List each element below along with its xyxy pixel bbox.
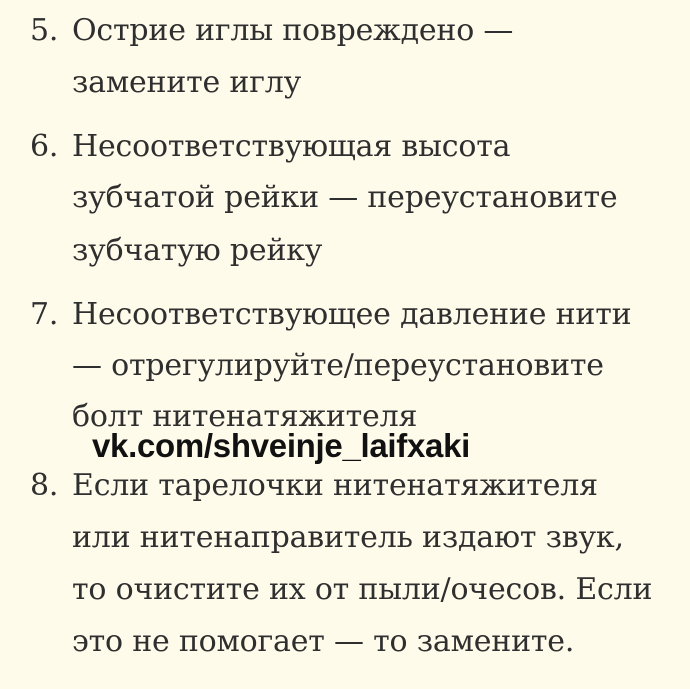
item-line: или нитенаправитель издают звук, — [72, 520, 624, 555]
watermark-url: vk.com/shveinje_laifxaki — [92, 427, 471, 464]
item-line: Несоответствующее давление нити — [72, 297, 632, 332]
item-line: — отрегулируйте/переустановите — [72, 348, 604, 383]
item-line: Несоответствующая высота — [72, 129, 511, 164]
item-number: 5. — [30, 13, 59, 48]
item-line: зубчатую рейку — [72, 233, 323, 268]
item-line: это не помогает — то замените. — [72, 624, 575, 659]
item-line: замените иглу — [72, 65, 302, 100]
item-line: Если тарелочки нитенатяжителя — [72, 468, 598, 503]
item-line: Острие иглы повреждено — — [72, 13, 514, 48]
item-number: 8. — [30, 468, 59, 503]
item-number: 7. — [30, 297, 59, 332]
item-number: 6. — [30, 129, 59, 164]
item-line: то очистите их от пыли/очесов. Если — [72, 572, 653, 607]
item-line: болт нитенатяжителя — [72, 399, 418, 434]
item-line: зубчатой рейки — переустановите — [72, 180, 618, 215]
